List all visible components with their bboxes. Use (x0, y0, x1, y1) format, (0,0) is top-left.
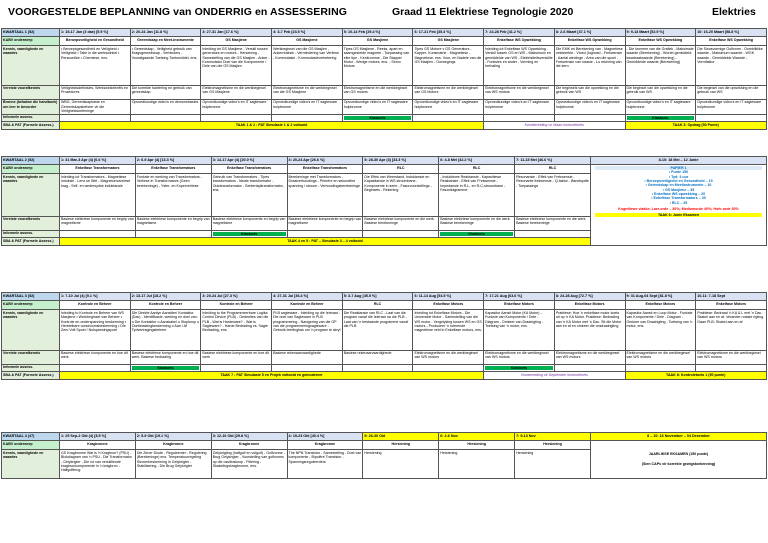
knowledge-cell: Kapasitor Aansit Motor (KA Motor) - Funksie van Komponente / Dele - Diagram - Omkeer van Draairigting - Toetsing van 'n motor, ens. (484, 310, 555, 350)
task-8-banner: TAAK 8: Kontroletoets 1 (50 punte) (625, 371, 767, 379)
term-3-informal-row (2, 364, 767, 371)
week-cell: 2: 20-24 Jan [11.8 %] (130, 29, 201, 37)
week-cell: 5: 26-30 Okt (363, 433, 439, 441)
class-test-marker: Klastoets (213, 232, 286, 236)
topic-cell: RLC (342, 301, 413, 310)
week-cell: 6: 2-6 Nov (439, 433, 515, 441)
class-test-marker: Klastoets (344, 116, 412, 120)
week-cell: 9: 31 Aug-04 Sept [81.8 %] (625, 293, 696, 301)
week-cell: 7: 9-13 Nov (515, 433, 591, 441)
topic-cell: GS Masjiene (342, 37, 413, 46)
week-cell: 8: 24-28 Aug [72.7 %] (554, 293, 625, 301)
knowledge-cell: Resonansie - Effek van Frekwensie - Resonante frekwensie - Q-faktor - Bandwydte - Toepassings (515, 174, 591, 216)
term-3-week-row (2, 293, 767, 301)
prior-knowledge-label: Vereiste voorafkennis (2, 350, 60, 364)
term-4-label: KWARTAAL 4 (47) (2, 433, 60, 441)
term-2-table (1, 156, 767, 246)
knowledge-cell: Gebruik van Transformators - Tipes transformators - Ideale transformator - Outotransformator - Sentertapitransformator, ens. (211, 174, 287, 216)
knowledge-cell: Hersiening (515, 450, 591, 478)
prior-cell: Elektromagnetisme en die werkbeginsel van WS motors (554, 350, 625, 364)
informal-label: Informele assess. (2, 230, 60, 237)
sba-label: SBA & PAT (Formele Assess.) (2, 122, 60, 130)
week-cell: 4: 3-7 Feb [23.5 %] (272, 29, 343, 37)
prior-cell: Die beginsels van die opwekking en die gebruik van WS (554, 85, 625, 99)
week-cell: 5: 3-7 Aug [45.5 %] (342, 293, 413, 301)
week-cell: 5: 10-14 Feb [29.4 %] (342, 29, 413, 37)
class-test-marker: Klastoets (627, 116, 695, 120)
annual-exam-note: (Sien CAPs vir korrekte gewigstoekenning) (641, 462, 716, 467)
kabv-label: KABV onderwerp (2, 37, 60, 46)
topic-cell: Enkelfase Motors (413, 301, 484, 310)
topic-cell: Kragbronne (135, 441, 211, 450)
knowledge-cell: The NPN Transistor - Samestelling - Doel van komponente - Bipolêre Transistor - Spanningsreguleerders (287, 450, 363, 478)
knowledge-cell: Kapasitor Aansit en Loop Motor - Funksie van Komponente / Dele - Diagram - Omkeer van Draairigting - Toetsing van 'n motor, ens. (625, 310, 696, 350)
resource-cell: Opvoedkundige video's en IT sagteware hulpbronne (413, 99, 484, 114)
resources-label: Bronne (behalwe die handboek) om leer te bevorder (2, 99, 60, 114)
term-1-week-row (2, 29, 767, 37)
week-cell: 7: 24-28 Feb [41.2 %] (484, 29, 555, 37)
resource-cell: WBG, Gereedskapkaste en Gereedskapsbeheer vir die Veiligheidsoefeninge (60, 99, 131, 114)
week-cell: 1: 7-10 Jul (4) [9.1 %] (60, 293, 131, 301)
subject-title: Elektries (712, 6, 756, 18)
prep-note: Voorbereiding vir September kontroletoets (484, 371, 625, 379)
prior-cell: Basiese elektriese komponente en die werk. Basiese berekeninge (439, 216, 515, 230)
term-2-topic-row (2, 165, 767, 174)
exam-paper-title: PAPIER 1 (595, 166, 762, 170)
week-cell: 8: 2-6 Maart [47.1 %] (554, 29, 625, 37)
week-cell: 3: 14-17 Apr (4) [20.0 %] (211, 157, 287, 165)
annual-exam-title: JAARLIKSE EKSAMEN (150 punte) (648, 452, 709, 457)
knowledge-cell: Werkbeginsel van die GS Masjien - Ankerreaksie - Vermindering van Verliese - Kommutasie - Kommutasieverbetering (272, 46, 343, 85)
topic-cell: Kragbronne (60, 441, 136, 450)
week-cell: 4: 19-23 Okt [40.4 %] (287, 433, 363, 441)
prior-cell: Elektromagnetisme en die werkbeginsel van GS motors (342, 85, 413, 99)
term-3-knowledge-row (2, 310, 767, 350)
knowledge-cell: Hersiening (439, 450, 515, 478)
resource-cell: Opvoedkundige video's en IT sagteware hulpbronne (484, 99, 555, 114)
topic-cell: Enkelfase Motors (625, 301, 696, 310)
resource-cell: Opvoedkundige video's en demonstrasies (130, 99, 201, 114)
class-test-marker: Klastoets (132, 366, 200, 370)
topic-cell: Enkelfase WS Opwekking (625, 37, 696, 46)
prior-cell: Basiese elektriese komponente en begrip van magnetisme (211, 216, 287, 230)
prior-cell: Basiese elektriese komponente en hoe dit werk (60, 350, 131, 364)
topic-cell: Enkelfase Motors (554, 301, 625, 310)
topic-cell: Enkelfase Motors (484, 301, 555, 310)
prior-cell: Basiese elektriese komponente en hoe dit werk (201, 350, 272, 364)
topic-cell: Kragbronne (287, 441, 363, 450)
week-cell: 6: 17-21 Feb [35.3 %] (413, 29, 484, 37)
topic-cell: Enkelfase WS Opwekking (554, 37, 625, 46)
exam-item: • Punte 150 (668, 170, 689, 175)
term-1-table (1, 28, 767, 130)
prior-cell: Elektromagnetisme en die werkbeginsel van GS Motors (413, 85, 484, 99)
knowledge-cell: Funksie en werking van Transformators - Verliese in Transformators (Geen berekeninge) - Yster- en Koperverliese (135, 174, 211, 216)
knowledge-cell: Inleiding tot Enkelfase Motors - Die Universele Motor - Samestelling van die WS motor - Vergelyking tussen WS en GS motors - Produseer 'n roterende magnetiese veld in Enkelfase motors, ens. (413, 310, 484, 350)
week-cell: 8 – 10: 16 November – 04 Desember (591, 433, 767, 441)
task-banner: TAAK 1 & 2 : PAT Simulasie 1 & 2 voltooid (60, 122, 484, 130)
week-cell: 3: 12-16 Okt [29.8 %] (211, 433, 287, 441)
knowledge-cell: Inleiding tot Enkelfase WS Opwekking - Verskil tussen GS en WS - Maksimum en gemiddelde van WS - Elektrisiteitsverskille - Fonksies en ander - Vorming en herhaling (484, 46, 555, 85)
prior-cell: Basiese elektriese komponente en die werk. Basiese berekeninge (515, 216, 591, 230)
term-3-topic-row (2, 301, 767, 310)
knowledge-cell: Tipes GS Motore v GS Generators - Kapper- Kunsmatrie - Magnetiese - Magnetiese, ens. Voor- en Nadele van die GS Masjien - Oorwegings (413, 46, 484, 85)
knowledge-cell: Praktiese: Hoe 'n enkelfase motor koets uit op 'n KA Motor. Praktiese: Bedrading van 'n KA Motor met 'n Dac. Sit die Motor aan en af en omkeer die omdraairigting (554, 310, 625, 350)
topic-cell: Kontrole en Beheer (130, 301, 201, 310)
knowledge-cell: Inleiding to Kontrole en Beheer van WS Masjiene • Werkbeginsel van Beheer • Kontrole en onderspanning beskerming • Herstelbare oorstroomsbeskerming • Die Zero Volt Spoel / Nulspanningspoel (60, 310, 131, 350)
week-cell: 5: 28-30 Apr (3) [33.3 %] (363, 157, 439, 165)
class-test-marker: Klastoets (440, 232, 513, 236)
topic-cell: GS Masjiene (201, 37, 272, 46)
knowledge-cell: Hersiening (363, 450, 439, 478)
topic-cell: Enkelfase Motors (696, 301, 767, 310)
prior-cell: Elektromagnetisme en die werkbeginsel van WS motors (413, 350, 484, 364)
topic-cell: Kontrole en Beheer (272, 301, 343, 310)
knowledge-cell: Praktiese: Bedraad 'n KA & L met 'n Dac. Skakel aan en af. Verander rotasie rigting. Gaan PLB: Skakel aan en af (696, 310, 767, 350)
knowledge-label: Kennis, vaardighede en waardes (2, 450, 60, 478)
task-banner: TAAK 7 : PAT Simulasie 5 en Projek voltooid en gemodereer (60, 371, 484, 379)
exam-cell (591, 165, 767, 246)
week-cell: 9: 9-13 Maart [52.9 %] (625, 29, 696, 37)
topic-cell: Kontrole en Beheer (201, 301, 272, 310)
prior-cell: Basiese rekenaarvaardighede (342, 350, 413, 364)
week-cell: 1: 29 Sep-2 Okt (4) [8.5 %] (60, 433, 136, 441)
exam-item: • Beroepsveiligheid en Gesondheid – 15 (644, 179, 713, 184)
term-1-informal-row (2, 114, 767, 121)
prior-cell: Elektromagnetisme en die werkbeginsel van GS Masjiene (201, 85, 272, 99)
knowledge-cell: Die Effek van Weerstand, Induktansie en Kapasitansie in WS stroombane - Komponente in serie - Fasorvoorstellings - Beginsels - Rekening (363, 174, 439, 216)
prior-cell: Die beginsel van die opwekking en die gebruik van WS (625, 85, 696, 99)
resource-cell: Opvoedkundige video's en IT sagteware hulpbronne (272, 99, 343, 114)
term-2-week-row (2, 157, 767, 165)
week-cell: 6: 11-14 Aug [54.5 %] (413, 293, 484, 301)
knowledge-label: Kennis, vaardighede en waardes (2, 310, 60, 350)
week-cell: 10: 16-20 Maart [58.8 %] (696, 29, 767, 37)
exam-cell (591, 441, 767, 478)
term-1-sba-row (2, 122, 767, 130)
topic-cell: Kragbronne (211, 441, 287, 450)
topic-cell: Enkelfase Transformators (135, 165, 211, 174)
prior-cell: Die korrekte hantering en gebruik van gereedskap (130, 85, 201, 99)
prior-cell: Veiligheidsdefinisies, Werkswinkelreëls en Prosedures (60, 85, 131, 99)
week-cell: 8-10: 18 Mei – 12 Junie (591, 157, 767, 165)
knowledge-cell: Inleiding tot Transformators - Magnetiese induksie - Lenz se Wet - Magnetomotoriese krag - Self- en wedersydse induktansie (60, 174, 136, 216)
term-3-prior-row (2, 350, 767, 364)
kabv-label: KABV onderwerp (2, 441, 60, 450)
topic-cell: Enkelfase Transformators (60, 165, 136, 174)
knowledge-cell: Inleiding tot GS Masjiene - Verskil tussen generators en motors - Herseining - Samestelling van die GS Masjien - Anker - Kommutator Doel van die Komponente / Dele van die GS Masjien (201, 46, 272, 85)
term-4-table (1, 432, 767, 479)
topic-cell: Enkelfase Transformators (211, 165, 287, 174)
term-4-week-row (2, 433, 767, 441)
knowledge-cell: Die Zener Diode - Reguleerder - Regulering (Berekeninge) ens. Temperatuurregeling Stroombeskerming in Gelykrigter - Stabilisering - Die Brug Gelykrigter (135, 450, 211, 478)
term-2-label: KWARTAAL 2 (52) (2, 157, 60, 165)
knowledge-cell: Die Reaktansie van RLC - Laat van die program vanaf die Ieleraar na die PLB - Laat van 'n bestaande programme vanaf die PLB (342, 310, 413, 350)
week-cell: 1: 15-17 Jan (3 dae) [5.9 %] (60, 29, 131, 37)
knowledge-cell: - Die kromme van die Grafiek - Maksimale waarde (Berekening) - Wortel-gemiddeld-kwadraatwaarde (Berekening) - Gemiddelde waarde (Berekening) (625, 46, 696, 85)
week-cell: 2: 13-17 Jul [18.2 %] (130, 293, 201, 301)
knowledge-cell: GS Kragbronne Wat is 'n Kragbron? (PSU) - Blokdiagram van 'n PSU - Die Transformator - Gelykrigter - Die rol van verskillende kragbronkomponente in 'n kragbron - Halfgolfbrug (60, 450, 136, 478)
prior-knowledge-label: Vereiste voorafkennis (2, 85, 60, 99)
term-3-table (1, 292, 767, 380)
prior-cell: Elektromagnetisme en die werkbeginsel van WS motors (625, 350, 696, 364)
exam-item: • GS Masjiene – 35 (662, 187, 695, 192)
exam-item: • Enkelfase Transformators – 30 (651, 196, 706, 201)
exam-item: • Gereedskap en Meetinstrumente – 10 (645, 183, 712, 188)
resource-cell: Opvoedkundige video's en IT sagteware hulpbronne (554, 99, 625, 114)
informal-label: Informele assess. (2, 364, 60, 371)
topic-cell: Hersiening (439, 441, 515, 450)
week-cell: 3: 27-31 Jan [17.6 %] (201, 29, 272, 37)
topic-cell: Enkelfase Transformators (287, 165, 363, 174)
kabv-label: KABV onderwerp (2, 301, 60, 310)
knowledge-cell: Die Sinusvormige Golfvorm - Oombliklike waarde - Maksimum waarde - WGK waarde - Gemiddelde Waarde - Vormfaktor (696, 46, 767, 85)
term-3-label: KWARTAAL 3 (52) (2, 293, 60, 301)
exam-item: • Enkelfase WS opwekking – 20 (651, 191, 706, 196)
prior-cell: Elektromagnetisme en die werkbeginsel van WS motors (484, 350, 555, 364)
knowledge-cell: Die Direkte Aanlyn Aansitter/ Kontaktor (Dac) - Identifikasie, werking en doel van: o Die Kontaktor o Aanskakel o Stopknop o Oorbelastingbeskerming o Aan / Af Tydvertragingsbeheer (130, 310, 201, 350)
topic-cell: Hersiening (515, 441, 591, 450)
week-cell: 4: 27-31 Jul [36.4 %] (272, 293, 343, 301)
topic-cell: Beroepsveiligheid en Gesondheid (60, 37, 131, 46)
informal-label: Informele assess. (2, 114, 60, 121)
topic-cell: RLC (515, 165, 591, 174)
exam-item: • RLC – 25 (669, 200, 688, 205)
knowledge-cell: - Induktiewe Reaktansie - Kapasitiewe Reaktansie - Effek van Frekwensie - Impedansie in R-L- en R-C-stroombane - Fasordiagramme (439, 174, 515, 216)
topic-cell: RLC (363, 165, 439, 174)
knowledge-cell: Tipes GS Masjiene - Reeks, apart en saamgestelde magnete - Toepassing van elke tipe - Kenkromme - Die Stapper Motor - Wedge motors, ens. - Servo Motors (342, 46, 413, 85)
grade-title: Graad 11 Elektriese Tegnologie 2020 (392, 6, 574, 18)
class-test-marker: Klastoets (485, 366, 553, 370)
knowledge-cell: Gelykrigting (halfgolf en volgolf) - Golfvorme - Brug Gelykrigter - Voorstelling van golfvorms op die ossilloskoop - Filtering - Skakelingskragbronne, ens. (211, 450, 287, 478)
week-cell: 7: 17-21 Aug [63.6 %] (484, 293, 555, 301)
prior-cell: Basiese elektriese komponente en begrip van magnetisme (287, 216, 363, 230)
prior-cell: Elektromagnetisme en die werkbeginsel van WS motors (484, 85, 555, 99)
topic-cell: Enkelfase WS Opwekking (484, 37, 555, 46)
knowledge-cell: • Beroepsgesondheid en Veiligheid • Veiligheid • Take in die werkswinkel • Persoonlike • Chemiese, ens. (60, 46, 131, 85)
page-header (0, 0, 768, 22)
plan-title: VOORGESTELDE BEPLANNING van ONDERRIG en ASSESSERING (8, 6, 348, 18)
week-cell: 2: 6-9 Apr (4) [13.3 %] (135, 157, 211, 165)
prior-cell: Elektromagnetisme en die werkbeginsel van WS motors (696, 350, 767, 364)
term-4-topic-row (2, 441, 767, 450)
term-1-label: KWARTAAL 1 (52) (2, 29, 60, 37)
term-1-knowledge-row (2, 46, 767, 85)
prior-cell: Basiese elektriese komponente en begrip van magnetisme (60, 216, 136, 230)
task-banner: TAAK 4 en 5 : PAT – Simulasie 3 – 4 voltooid (60, 237, 591, 245)
term-1-prior-row (2, 85, 767, 99)
task-6-banner: TAAK 6: Junie Eksamen (595, 213, 762, 217)
week-cell: 7: 11-15 Mei [46.6 %] (515, 157, 591, 165)
knowledge-label: Kennis, vaardighede en waardes (2, 46, 60, 85)
prior-cell: Basiese rekenaarvaardighede (272, 350, 343, 364)
week-cell: 6: 4-8 Mei [42.2 %] (439, 157, 515, 165)
resource-cell: Opvoedkundige video's en IT sagteware hulpbronne (696, 99, 767, 114)
topic-cell: GS Masjiene (272, 37, 343, 46)
exam-item: • Tyd: 3 uur (668, 174, 689, 179)
term-1-topic-row (2, 37, 767, 46)
sba-label: SBA & PAT (Formele Assess.) (2, 237, 60, 245)
resource-cell: Opvoedkundige video's en IT sagteware hulpbronne (201, 99, 272, 114)
prep-note: Kwotbereiding vir Maart kontroletoets (484, 122, 625, 130)
topic-cell: Kontrole en Beheer (60, 301, 131, 310)
resource-cell: Opvoedkundige video's en IT sagteware hulpbronne (625, 99, 696, 114)
knowledge-cell: Die EMK en Berekening van - Magnetiese veldsterkte - Vloed (lughoed - Frekwensie - Aantal windinge - Area van die spoel - Frekwensie van rotasie - Lo rekening van die kern (554, 46, 625, 85)
term-1-resources-row (2, 99, 767, 114)
week-cell: 4: 20-24 Apr [26.6 %] (287, 157, 363, 165)
sba-label: SBA & PAT (Formele Assess.) (2, 371, 60, 379)
resource-cell: Opvoedkundige video's en IT sagteware hulpbronne (342, 99, 413, 114)
task-3-banner: TAAK 3: Opdrag (50 Punte) (625, 122, 767, 130)
knowledge-cell: Berekeninge met Transformators - Draaiverhoudings - Primêre en sekondêre spanning / stroom - Verhoudingsberekeninge (287, 174, 363, 216)
prior-cell: Elektromagnetisme en die werkbeginsel van die GS Masjiene (272, 85, 343, 99)
knowledge-label: Kennis, vaardighede en waardes (2, 174, 60, 216)
topic-cell: GS Masjiene (413, 37, 484, 46)
prior-knowledge-label: Vereiste voorafkennis (2, 216, 60, 230)
topic-cell: Gereedskap en Meet-instrumente (130, 37, 201, 46)
week-cell: 1: 31 Mar-3 Apr (4) [6.6 %] (60, 157, 136, 165)
week-cell: 2: 5-9 Okt [19.1 %] (135, 433, 211, 441)
week-cell: 3: 20-24 Jul [27.3 %] (201, 293, 272, 301)
cognitive-weights: Kognitiewe vlakke: Laer-orde – 30%; Mediumorde 40%; Hoër-orde 30% (618, 206, 739, 211)
topic-cell: RLC (439, 165, 515, 174)
prior-cell: Die beginsel van die opwekking en die gebruik van WS (696, 85, 767, 99)
topic-cell: Hersiening (363, 441, 439, 450)
prior-cell: Basiese elektriese komponente en hoe dit werk. Basiese bedrading (130, 350, 201, 364)
prior-cell: Basiese elektriese komponente en begrip van magnetisme (135, 216, 211, 230)
term-3-sba-row (2, 371, 767, 379)
prior-cell: Basiese elektriese komponente en die werk. Basiese berekeninge (363, 216, 439, 230)
knowledge-cell: PLB sagteware - Inleiding op die Ieleraar - Die doel van Sagteware in PLB programmering - Navigering van die GP van die programmeringsagteware - Gebruik leerlingkas om 'n program te skryf (272, 310, 343, 350)
week-cell: 10-11: 7-18 Sept (696, 293, 767, 301)
knowledge-cell: Inleiding to the Programmeerbare Logika Control Device (PLB) - Gedeeltes van die PLB - Wat is Hardeware? - Wat is Sagteware? - Harde Bedrading vs. Sagte Bedrading, ens. (201, 310, 272, 350)
topic-cell: Enkelfase WS Opwekking (696, 37, 767, 46)
knowledge-cell: • Gereedskap - Veiligheid gebruik van Kragsgereedskap - Verbinders - Voorafgaande Toetsing Toetsmiddel, ens. (130, 46, 201, 85)
kabv-label: KABV onderwerp (2, 165, 60, 174)
